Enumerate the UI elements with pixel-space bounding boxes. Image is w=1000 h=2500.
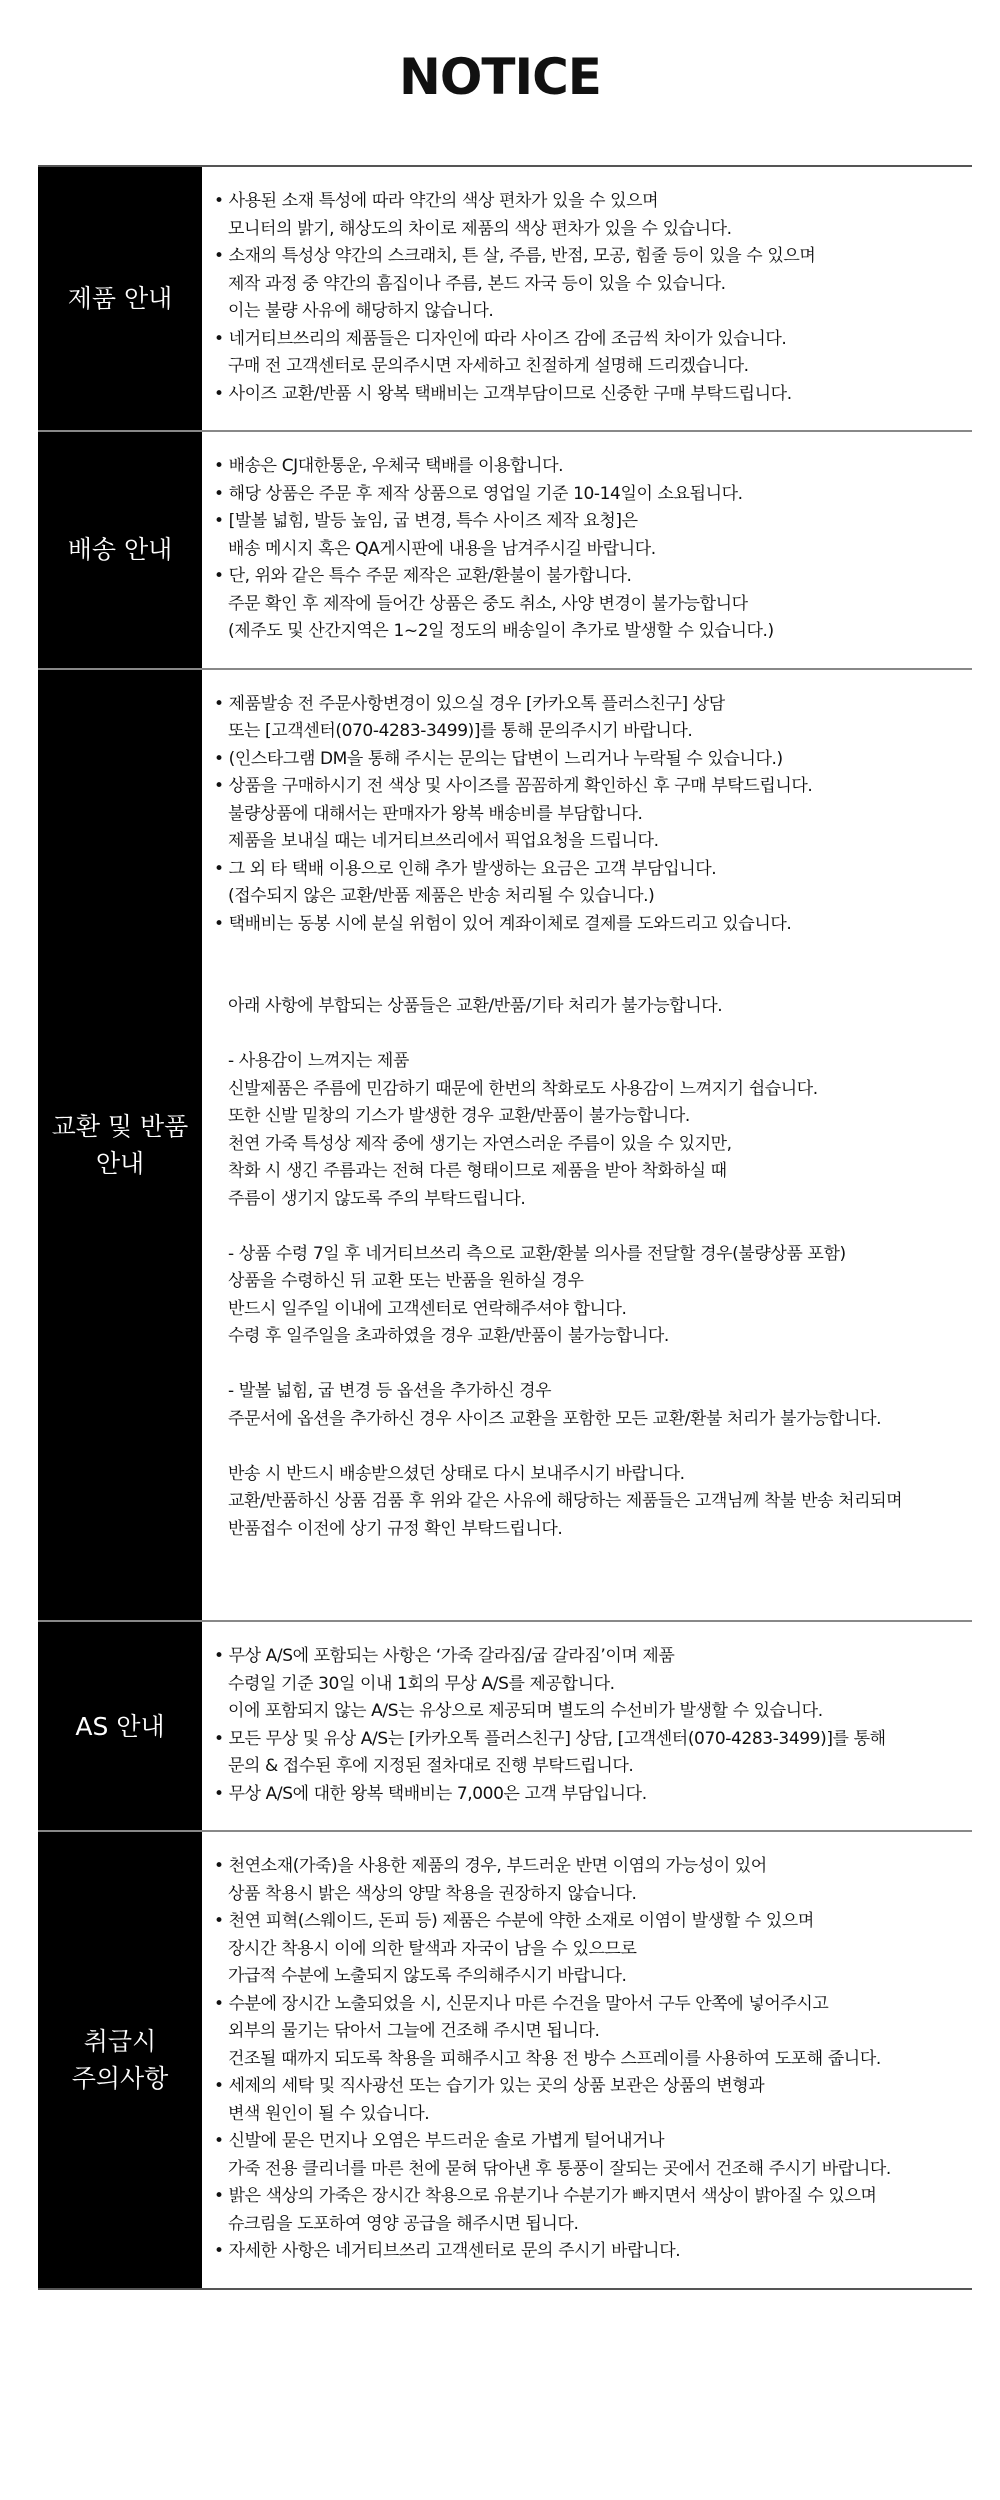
text-line: 이에 포함되지 않는 A/S는 유상으로 제공되며 별도의 수선비가 발생할 수 있습니다.	[228, 1701, 823, 1721]
text-line: 모니터의 밝기, 해상도의 차이로 제품의 색상 편차가 있을 수 있습니다.	[228, 218, 732, 239]
text-line: - 사용감이 느껴지는 제품	[228, 1051, 409, 1071]
text-line: 수령일 기준 30일 이내 1회의 무상 A/S를 제공합니다.	[228, 1673, 615, 1694]
text-line: 주문 확인 후 제작에 들어간 상품은 중도 취소, 사양 변경이 불가능합니다	[228, 593, 748, 614]
text-line: 또는 [고객센터(070-4283-3499)]를 통해 문의주시기 바랍니다.	[228, 721, 693, 741]
bullet-line: • 단, 위와 같은 특수 주문 제작은 교환/환불이 불가합니다.	[214, 566, 632, 586]
text-line: 제작 과정 중 약간의 흠집이나 주름, 본드 자국 등이 있을 수 있습니다.	[228, 273, 726, 294]
blank-line	[208, 1213, 972, 1241]
bullet-line: • 자세한 사항은 네거티브쓰리 고객센터로 문의 주시기 바랍니다.	[214, 2241, 681, 2261]
text-line: 주름이 생기지 않도록 주의 부탁드립니다.	[228, 1188, 526, 1209]
text-line: 반송 시 반드시 배송받으셨던 상태로 다시 보내주시기 바랍니다.	[228, 1463, 685, 1484]
text-line: 배송 메시지 혹은 QA게시판에 내용을 남겨주시길 바랍니다.	[228, 538, 656, 559]
section-label-text: 배송 안내	[67, 535, 173, 565]
notice-table	[38, 165, 972, 2290]
bullet-line: • 수분에 장시간 노출되었을 시, 신문지나 마른 수건을 말아서 구두 안쪽에 넣어주시고	[214, 1993, 829, 2014]
bullet-line: • 천연 피혁(스웨이드, 돈피 등) 제품은 수분에 약한 소재로 이염이 발생할 수 있으며	[214, 1911, 814, 1931]
section-content	[202, 670, 972, 1621]
blank-line	[208, 1433, 972, 1461]
text-line: 장시간 착용시 이에 의한 탈색과 자국이 남을 수 있으므로	[228, 1938, 637, 1959]
text-line: 반드시 일주일 이내에 고객센터로 연락해주셔야 합니다.	[228, 1298, 627, 1319]
blank-line	[208, 1351, 972, 1379]
text-line: 외부의 물기는 닦아서 그늘에 건조해 주시면 됩니다.	[228, 2021, 600, 2041]
text-line: 문의 & 접수된 후에 지정된 절차대로 진행 부탁드립니다.	[228, 1756, 634, 1776]
bullet-line: • 택배비는 동봉 시에 분실 위험이 있어 계좌이체로 결제를 도와드리고 있습니다.	[214, 913, 792, 934]
page-title: NOTICE	[399, 48, 601, 106]
text-line: 또한 신발 밑창의 기스가 발생한 경우 교환/반품이 불가능합니다.	[228, 1106, 690, 1126]
section-shipping-info	[38, 432, 972, 670]
section-label	[38, 432, 202, 668]
text-line: (접수되지 않은 교환/반품 제품은 반송 처리될 수 있습니다.)	[228, 886, 655, 906]
section-label-text: 제품 안내	[67, 284, 173, 313]
bullet-line: • 사이즈 교환/반품 시 왕복 택배비는 고객부담이므로 신중한 구매 부탁드립니다.	[214, 383, 792, 404]
text-line: 신발제품은 주름에 민감하기 때문에 한번의 착화로도 사용감이 느껴지기 쉽습니다.	[228, 1078, 818, 1099]
text-line: 아래 사항에 부합되는 상품들은 교환/반품/기타 처리가 불가능합니다.	[228, 996, 723, 1016]
text-line: - 발볼 넓힘, 굽 변경 등 옵션을 추가하신 경우	[228, 1381, 552, 1401]
text-line: 건조될 때까지 되도록 착용을 피해주시고 착용 전 방수 스프레이를 사용하여 도포해 줍니다.	[228, 2048, 881, 2069]
bullet-line: • 무상 A/S에 대한 왕복 택배비는 7,000은 고객 부담입니다.	[214, 1783, 647, 1804]
text-line: 이는 불량 사유에 해당하지 않습니다.	[228, 301, 494, 321]
text-line: 가급적 수분에 노출되지 않도록 주의해주시기 바랍니다.	[228, 1966, 627, 1986]
bullet-line: • 사용된 소재 특성에 따라 약간의 색상 편차가 있을 수 있으며	[214, 191, 659, 211]
text-line: 수령 후 일주일을 초과하였을 경우 교환/반품이 불가능합니다.	[228, 1326, 669, 1346]
text-line: (제주도 및 산간지역은 1~2일 정도의 배송일이 추가로 발생할 수 있습니다.)	[228, 621, 774, 641]
bullet-line: • (인스타그램 DM을 통해 주시는 문의는 답변이 느리거나 누락될 수 있습니다.)	[214, 748, 783, 769]
section-label-text: 교환 및 반품 안내	[51, 1111, 189, 1178]
text-line: 불량상품에 대해서는 판매자가 왕복 배송비를 부담합니다.	[228, 803, 643, 824]
section-label	[38, 1622, 202, 1830]
text-line: 제품을 보내실 때는 네거티브쓰리에서 픽업요청을 드립니다.	[228, 831, 659, 851]
bullet-line: • 모든 무상 및 유상 A/S는 [카카오톡 플러스친구] 상담, [고객센터(070-4283-3499)]를 통해	[214, 1728, 886, 1749]
text-line: 반품접수 이전에 상기 규정 확인 부탁드립니다.	[228, 1518, 563, 1539]
text-line: - 상품 수령 7일 후 네거티브쓰리 측으로 교환/환불 의사를 전달할 경우(불량상품 포함)	[228, 1243, 846, 1264]
section-as-info	[38, 1622, 972, 1832]
blank-line	[208, 938, 972, 966]
section-label	[38, 1832, 202, 2288]
text-line: 가죽 전용 클리너를 마른 천에 묻혀 닦아낸 후 통풍이 잘되는 곳에서 건조해 주시기 바랍니다.	[228, 2158, 891, 2179]
bullet-line: • 배송은 CJ대한통운, 우체국 택배를 이용합니다.	[214, 456, 564, 476]
section-content	[202, 1832, 972, 2288]
section-handling-caution	[38, 1832, 972, 2290]
section-label-text: 취급시 주의사항	[71, 2026, 169, 2093]
section-content	[202, 432, 972, 668]
text-line: 상품을 수령하신 뒤 교환 또는 반품을 원하실 경우	[228, 1271, 584, 1291]
text-line: 착화 시 생긴 주름과는 전혀 다른 형태이므로 제품을 받아 착화하실 때	[228, 1161, 727, 1181]
section-label	[38, 670, 202, 1621]
bullet-line: • 신발에 묻은 먼지나 오염은 부드러운 솔로 가볍게 털어내거나	[214, 2131, 665, 2151]
text-line: 구매 전 고객센터로 문의주시면 자세하고 친절하게 설명해 드리겠습니다.	[228, 356, 749, 376]
text-line: 주문서에 옵션을 추가하신 경우 사이즈 교환을 포함한 모든 교환/환불 처리가 불가능합니다.	[228, 1408, 882, 1429]
section-content	[202, 167, 972, 430]
bullet-line: • 밝은 색상의 가죽은 장시간 착용으로 유분기나 수분기가 빠지면서 색상이 밝아질 수 있으며	[214, 2186, 877, 2206]
bullet-line: • 무상 A/S에 포함되는 사항은 ‘가죽 갈라짐/굽 갈라짐’이며 제품	[214, 1646, 675, 1666]
blank-line	[208, 1571, 972, 1599]
text-line: 교환/반품하신 상품 검품 후 위와 같은 사유에 해당하는 제품들은 고객님께 착불 반송 처리되며	[228, 1491, 903, 1511]
bullet-line: • [발볼 넓힘, 발등 높임, 굽 변경, 특수 사이즈 제작 요청]은	[214, 511, 638, 531]
bullet-line: • 제품발송 전 주문사항변경이 있으실 경우 [카카오톡 플러스친구] 상담	[214, 693, 725, 714]
blank-line	[208, 966, 972, 994]
section-label	[38, 167, 202, 430]
section-product-info	[38, 167, 972, 432]
bullet-line: • 그 외 타 택배 이용으로 인해 추가 발생하는 요금은 고객 부담입니다.	[214, 858, 717, 879]
section-exchange-return-info	[38, 670, 972, 1623]
text-line: 상품 착용시 밝은 색상의 양말 착용을 권장하지 않습니다.	[228, 1883, 637, 1904]
section-content	[202, 1622, 972, 1830]
bullet-line: • 세제의 세탁 및 직사광선 또는 습기가 있는 곳의 상품 보관은 상품의 변형과	[214, 2076, 765, 2096]
bullet-line: • 천연소재(가죽)을 사용한 제품의 경우, 부드러운 반면 이염의 가능성이 있어	[214, 1856, 767, 1876]
text-line: 변색 원인이 될 수 있습니다.	[228, 2103, 430, 2124]
bullet-line: • 해당 상품은 주문 후 제작 상품으로 영업일 기준 10-14일이 소요됩니다.	[214, 483, 743, 504]
bullet-line: • 소재의 특성상 약간의 스크래치, 튼 살, 주름, 반점, 모공, 힘줄 등이 있을 수 있으며	[214, 246, 816, 266]
text-line: 천연 가죽 특성상 제작 중에 생기는 자연스러운 주름이 있을 수 있지만,	[228, 1133, 732, 1154]
bullet-line: • 상품을 구매하시기 전 색상 및 사이즈를 꼼꼼하게 확인하신 후 구매 부탁드립니다.	[214, 776, 813, 796]
bullet-line: • 네거티브쓰리의 제품들은 디자인에 따라 사이즈 감에 조금씩 차이가 있습니다.	[214, 328, 787, 349]
blank-line	[208, 1543, 972, 1571]
blank-line	[208, 1021, 972, 1049]
text-line: 슈크림을 도포하여 영양 공급을 해주시면 됩니다.	[228, 2213, 579, 2234]
section-label-text: AS 안내	[75, 1711, 165, 1741]
